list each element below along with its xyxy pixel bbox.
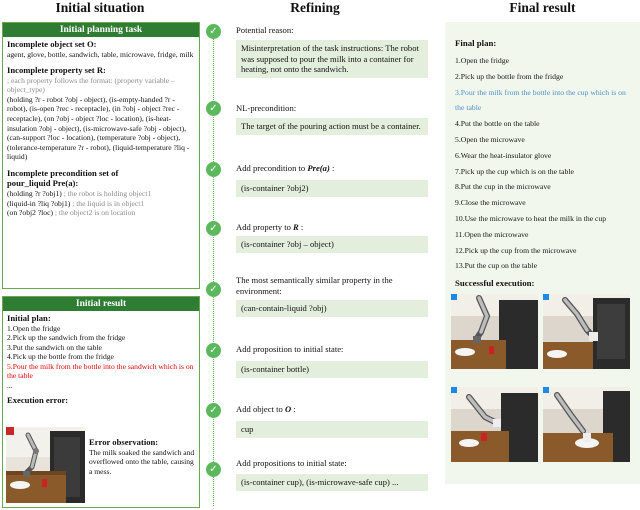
final-plan-step: 10.Use the microwave to heat the milk in the cup: [455, 213, 607, 223]
step-label-add-property: Add property to R :: [236, 222, 304, 232]
final-plan-step: 11.Open the microwave: [455, 229, 529, 239]
step-box-add-precondition: (is-container ?obj2): [236, 180, 428, 197]
execution-frame: [543, 387, 630, 462]
step-box-add-object: cup: [236, 421, 428, 438]
final-plan-step: 3.Pour the milk from the bottle into the cup which is on the table: [455, 87, 626, 113]
property-list: (holding ?r - robot ?obj - object), (is-empty-handed ?r - robot), (is-open ?rec - receptacle), (in ?obj - object ?rec - receptacle), (on ?obj - object ?loc - location), (is-heat-insulation ?obj - object), (is-microwave-safe ?obj - object), (can-support ?loc - location), (temperature ?obj - object), (tolerance-temperature ?r - robot), (liquid-temperature ?liq - liquid): [7, 94, 190, 162]
object-set-text: agent, glove, bottle, sandwich, table, microwave, fridge, milk: [7, 49, 194, 59]
error-observation: [89, 437, 195, 476]
check-icon: ✓: [206, 282, 221, 297]
check-icon: ✓: [206, 403, 221, 418]
execution-frame: [451, 294, 538, 369]
precondition-line: (on ?obj2 ?loc) ; the object2 is on location: [7, 208, 136, 218]
step-label-similar-property: The most semantically similar property in the environment:: [236, 275, 393, 296]
error-observation-title: Error observation:: [89, 437, 159, 447]
final-plan-step: 9.Close the microwave: [455, 198, 526, 208]
check-icon: ✓: [206, 24, 221, 39]
final-plan-step: 12.Pick up the cup from the microwave: [455, 245, 577, 255]
execution-error-title: Execution error:: [7, 394, 69, 405]
final-plan-step: 6.Wear the heat-insulator glove: [455, 150, 552, 160]
property-set-title: Incomplete property set R:: [7, 65, 106, 76]
timeline-line: [213, 26, 214, 506]
check-icon: ✓: [206, 343, 221, 358]
step-label-add-proposition: Add proposition to initial state:: [236, 344, 344, 354]
step-label-potential-reason: Potential reason:: [236, 25, 294, 35]
step-label-add-propositions: Add propositions to initial state:: [236, 458, 347, 468]
initial-plan-title: Initial plan:: [7, 313, 51, 323]
property-note: ; each property follows the format: (property variable – object_type): [7, 75, 175, 95]
planning-task-header: Initial planning task: [3, 23, 199, 37]
column-title-initial-situation: Initial situation: [55, 0, 145, 15]
initial-result-header: Initial result: [3, 297, 199, 311]
initial-plan-step: 4.Pick up the bottle from the fridge: [7, 352, 114, 362]
final-plan-step: 4.Put the bottle on the table: [455, 119, 540, 129]
check-icon: ✓: [206, 462, 221, 477]
step-label-nl-precondition: NL-precondition:: [236, 103, 297, 113]
check-icon: ✓: [206, 101, 221, 116]
step-label-add-precondition: Add precondition to Pre(a) :: [236, 163, 335, 173]
column-title-final-result: Final result: [509, 0, 576, 15]
check-icon: ✓: [206, 162, 221, 177]
final-plan-step: 8.Put the cup in the microwave: [455, 182, 551, 192]
column-title-refining: Refining: [290, 0, 340, 15]
initial-result-panel: [2, 296, 200, 508]
step-box-add-propositions: (is-container cup), (is-microwave-safe cup) ...: [236, 474, 428, 491]
final-plan-title: Final plan:: [455, 38, 497, 48]
final-plan-step: 7.Pick up the cup which is on the table: [455, 166, 574, 176]
step-box-potential-reason: Misinterpretation of the task instructions: The robot was supposed to pour the milk into a container for heating, not onto the sandwich.: [236, 40, 428, 78]
initial-plan-step: 3.Put the sandwich on the table: [7, 342, 102, 352]
step-box-nl-precondition: The target of the pouring action must be a container.: [236, 118, 428, 135]
final-plan-list: [455, 53, 635, 274]
initial-planning-task-panel: [2, 22, 200, 289]
initial-plan-step: 1.Open the fridge: [7, 323, 61, 333]
check-icon: ✓: [206, 221, 221, 236]
error-observation-text: The milk soaked the sandwich and overflowed onto the table, causing a mess.: [89, 447, 195, 476]
step-box-add-proposition: (is-container bottle): [236, 361, 428, 378]
step-box-add-property: (is-container ?obj – object): [236, 236, 428, 253]
final-plan-step: 13.Put the cup on the table: [455, 261, 537, 271]
precondition-line: (holding ?r ?obj1) ; the robot is holding object1: [7, 188, 152, 198]
step-label-add-object: Add object to O :: [236, 404, 296, 414]
final-plan-step: 5.Open the microwave: [455, 134, 525, 144]
successful-execution-title: Successful execution:: [455, 278, 535, 288]
object-set-title: Incomplete object set O:: [7, 39, 97, 49]
error-scene-image: [6, 427, 85, 503]
precondition-title-line2: pour_liquid Pre(a):: [7, 178, 79, 189]
precondition-line: (liquid-in ?liq ?obj1) ; the liquid is in object1: [7, 198, 145, 208]
execution-frame: [543, 294, 630, 369]
step-box-similar-property: (can-contain-liquid ?obj): [236, 300, 428, 317]
initial-plan-step: 2.Pick up the sandwich from the fridge: [7, 333, 126, 343]
error-plan-step: 5.Pour the milk from the bottle into the sandwich which is on the table: [7, 361, 194, 381]
precondition-title-line1: Incomplete precondition set of: [7, 167, 119, 178]
plan-ellipsis: ...: [7, 381, 13, 391]
final-plan-step: 1.Open the fridge: [455, 56, 510, 65]
execution-frame: [451, 387, 538, 462]
final-plan-step: 2.Pick up the bottle from the fridge: [455, 71, 564, 81]
